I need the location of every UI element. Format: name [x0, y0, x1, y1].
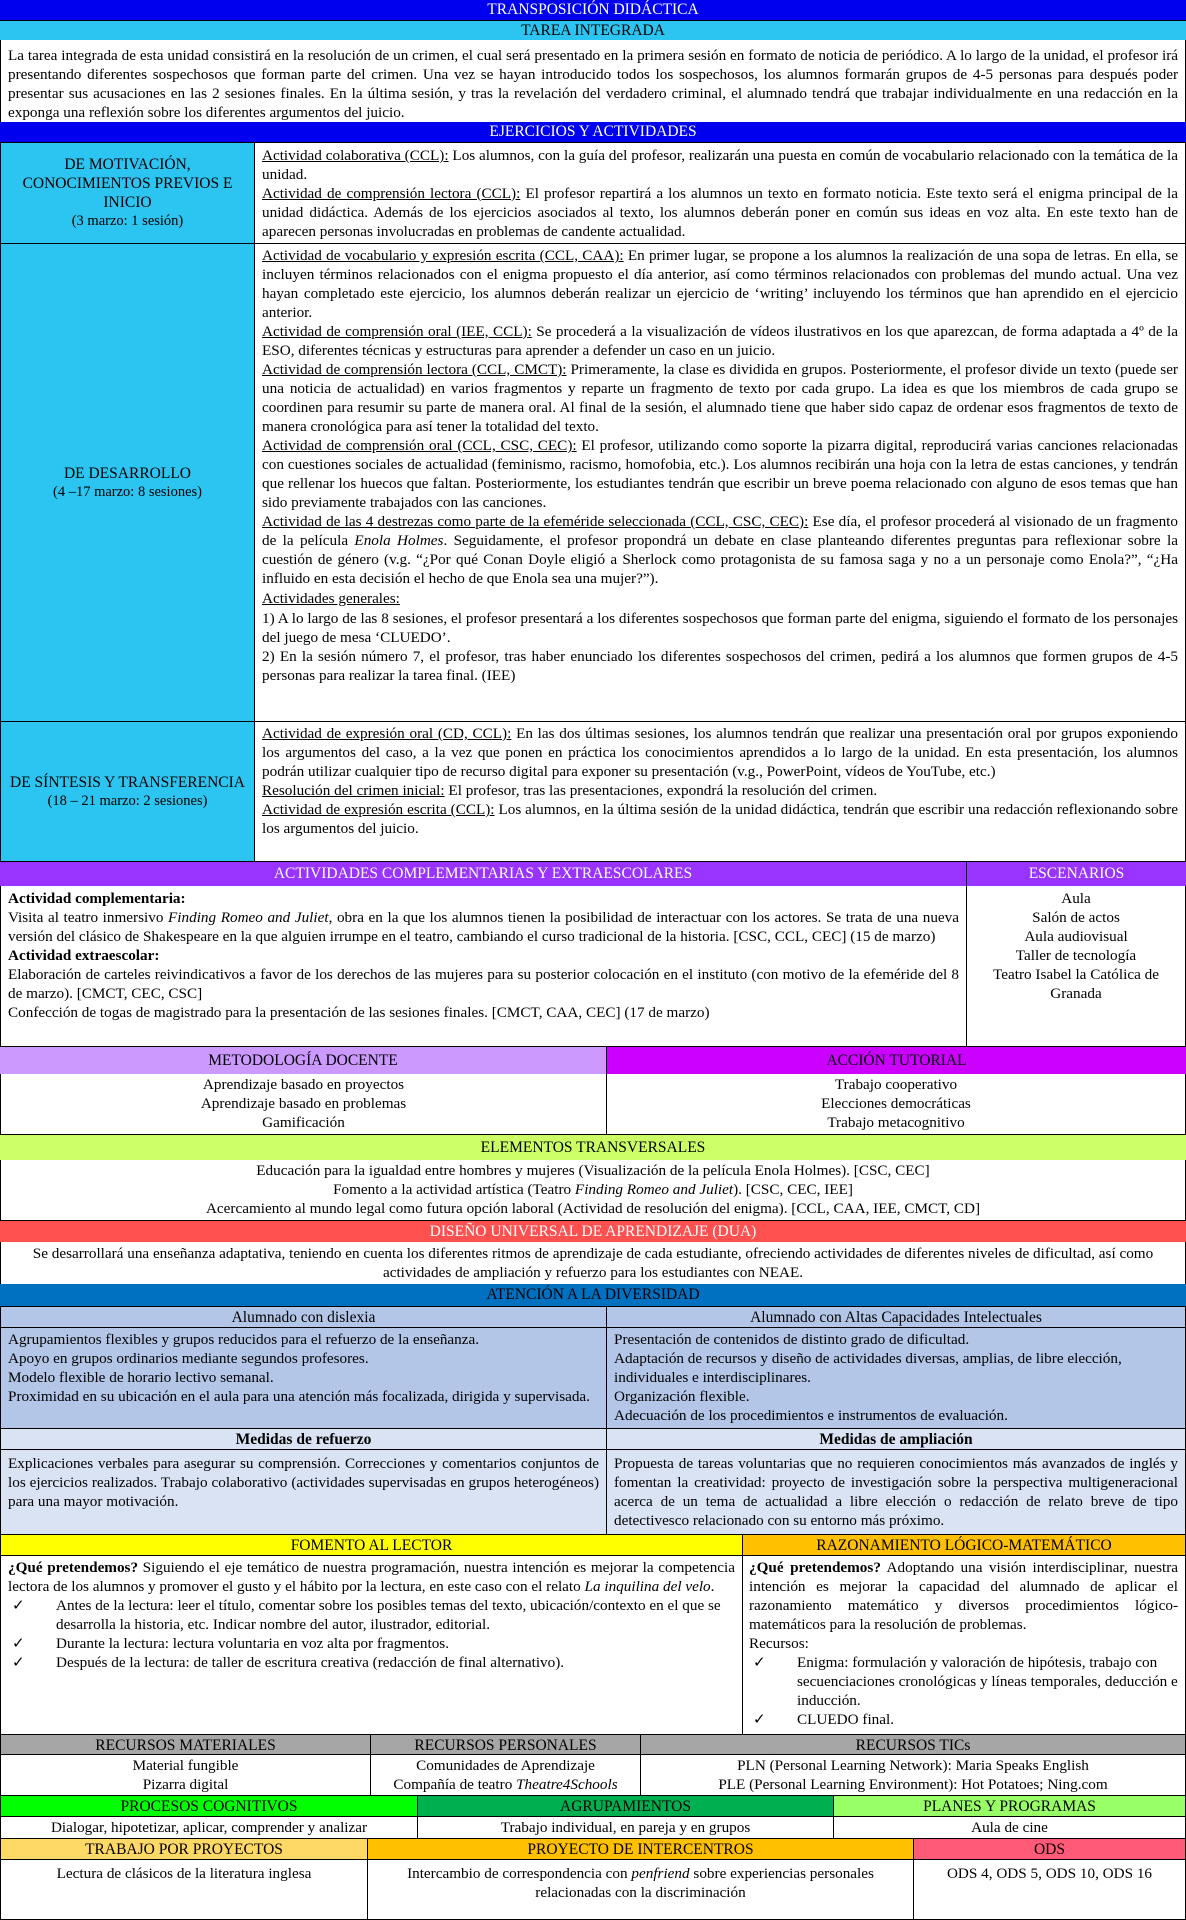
checkmark-icon: ✓	[753, 1654, 766, 1671]
motivacion-dates: (3 marzo: 1 sesión)	[71, 213, 184, 229]
recurso-personal-item: Comunidades de Aprendizaje	[416, 1757, 595, 1774]
fomento-lector-header: FOMENTO AL LECTOR	[0, 1534, 743, 1556]
desarrollo-activity-text: Ese día, el profesor procederá al visionado de un fragmento de la película	[262, 513, 1178, 549]
transversal-text: Fomento a la actividad artística (Teatro	[333, 1181, 575, 1198]
refuerzo-title: Medidas de refuerzo	[235, 1431, 372, 1448]
desarrollo-activity-text: Se procederá a la visualización de vídeos ilustrativos en los que aparezcan, de forma adaptada a 4º de la ESO, diferentes técnicas y estructuras para aprender a defender un caso en un juicio.	[262, 323, 1178, 359]
escenario-item: Aula	[1061, 890, 1091, 907]
procesos-cognitivos-header: PROCESOS COGNITIVOS	[0, 1795, 418, 1817]
sintesis-activity-text: En las dos últimas sesiones, los alumnos tendrán que realizar una presentación oral por grupos exponiendo los argumentos del caso, a la vez que ponen en práctica los conocimientos aprendidos a lo largo de la unidad. En esta presentación, los alumnos podrán utilizar cualquier tipo de recurso digital para exponer su presentación (v.g., PowerPoint, vídeos de YouTube, etc.)	[262, 725, 1178, 780]
sintesis-activity-text: Los alumnos, en la última sesión de la unidad didáctica, tendrán que escribir una redacción reflexionando sobre los argumentos del juicio.	[262, 801, 1178, 837]
logico-recursos-label: Recursos:	[749, 1635, 809, 1652]
recurso-material-item: Material fungible	[132, 1757, 239, 1774]
extraescolar-title: Actividad extraescolar:	[8, 947, 160, 964]
escenarios-list	[966, 886, 1186, 1046]
dislexia-header: Alumnado con dislexia	[0, 1306, 607, 1328]
desarrollo-activity-title: Actividad de vocabulario y expresión escrita (CCL, CAA):	[262, 247, 624, 264]
motivacion-activity-text: El profesor repartirá a los alumnos un texto en formato noticia. Este texto será el enigma principal de la unidad didáctica. Además de los ejercicios asociados al texto, los alumnos deberán poner en común sus ideas en voz alta. En este texto han de aparecen personas involucradas en problemas de candente actualidad.	[262, 185, 1178, 240]
planes-programas-header: PLANES Y PROGRAMAS	[833, 1795, 1186, 1817]
page-title: TRANSPOSICIÓN DIDÁCTICA	[0, 0, 1186, 20]
procesos-cognitivos-text: Dialogar, hipotetizar, aplicar, comprender y analizar	[0, 1816, 418, 1839]
intercentros-text: sobre experiencias personales relacionadas con la discriminación	[535, 1865, 874, 1901]
logico-check-text: Enigma: formulación y valoración de hipótesis, trabajo con secuenciaciones cronológicas y líneas temporales, deducción e inducción.	[797, 1654, 1178, 1709]
desarrollo-activity-text: En primer lugar, se propone a los alumnos la realización de una sopa de letras. En ella, se incluyen términos relacionados con el enigma propuesto el día anterior, así como términos relacionados con problemas del mundo actual. Una vez hayan completado este ejercicio, los alumnos deberán realizar un ejercicio de ‘writing’ incluyendo los términos que han aprendido en el ejercicio anterior.	[262, 247, 1178, 321]
escenarios-header: ESCENARIOS	[966, 862, 1186, 886]
desarrollo-activity-title: Actividad de comprensión oral (CCL, CSC, CEC):	[262, 437, 577, 454]
transversal-text: ). [CSC, CEC, IEE]	[733, 1181, 853, 1198]
escenario-item: Aula audiovisual	[1024, 928, 1128, 945]
complementarias-content	[0, 886, 966, 1046]
motivacion-activity-text: Los alumnos, con la guía del profesor, realizarán una puesta en común de vocabulario relacionado con la temática de la unidad.	[262, 147, 1178, 183]
desarrollo-label-cell	[0, 243, 255, 722]
desarrollo-dates: (4 –17 marzo: 8 sesiones)	[53, 483, 202, 500]
general-activity-2: 2) En la sesión número 7, el profesor, tras haber enunciado los diferentes sospechosos del crimen, pedirá a los alumnos que formen grupos de 4-5 personas para realizar la tarea final. (IEE)	[262, 648, 1178, 684]
tutorial-list	[606, 1074, 1186, 1134]
dislexia-item: Agrupamientos flexibles y grupos reducidos para el refuerzo de la enseñanza.	[8, 1331, 480, 1348]
sintesis-label-cell	[0, 721, 255, 862]
general-activity-1: 1) A lo largo de las 8 sesiones, el profesor presentará a los diferentes sospechosos que forman parte del enigma, siguiendo el formato de los personajes del juego de mesa ‘CLUEDO’.	[262, 610, 1178, 646]
transversales-header: ELEMENTOS TRANSVERSALES	[0, 1134, 1186, 1160]
dislexia-item: Proximidad en su ubicación en el aula para una atención más focalizada, dirigida y supervisada.	[8, 1388, 590, 1405]
checkmark-icon: ✓	[12, 1635, 25, 1652]
trabajo-proyectos-text: Lectura de clásicos de la literatura inglesa	[0, 1859, 368, 1920]
recursos-tics-header: RECURSOS TICs	[640, 1734, 1186, 1755]
escenario-item: Salón de actos	[1032, 909, 1120, 926]
lector-check-item	[8, 1634, 735, 1653]
theatre-company-name: Theatre4Schools	[516, 1776, 618, 1793]
motivacion-label: DE MOTIVACIÓN, CONOCIMIENTOS PREVIOS E INICIO	[22, 156, 233, 211]
agrupamientos-header: AGRUPAMIENTOS	[417, 1795, 834, 1817]
lector-text: .	[710, 1578, 715, 1595]
tutorial-item: Trabajo cooperativo	[834, 1076, 958, 1093]
desarrollo-activity-text: El profesor, utilizando como soporte la pizarra digital, reproducirá varias canciones relacionadas con cuestiones sociales de actualidad (feminismo, racismo, homofobia, etc.). Los alumnos recibirán una hoja con la letra de estas canciones, y tendrán que rellenar los huecos que faltan. Posteriormente, los estudiantes tendrán que escribir un breve poema relacionado con alguno de esos temas que han sido previamente trabajados con las canciones.	[262, 437, 1178, 511]
complementaria-text: Visita al teatro inmersivo	[8, 909, 169, 926]
motivacion-activity-title: Actividad de comprensión lectora (CCL):	[262, 185, 521, 202]
motivacion-content	[254, 142, 1186, 244]
intercentros-header: PROYECTO DE INTERCENTROS	[367, 1838, 914, 1860]
play-title: Finding Romeo and Juliet	[574, 1181, 734, 1198]
escenario-item: Taller de tecnología	[1015, 947, 1137, 964]
ejercicios-header: EJERCICIOS Y ACTIVIDADES	[0, 122, 1186, 142]
book-title: La inquilina del velo	[584, 1578, 711, 1595]
lector-check-text: Antes de la lectura: leer el título, comentar sobre los posibles temas del texto, ubicación/contexto en el que se desarrolla la historia, etc. Indicar nombre del autor, ilustrador, editorial.	[56, 1597, 721, 1633]
altas-capacidades-list	[606, 1327, 1186, 1429]
complementaria-title: Actividad complementaria:	[8, 890, 186, 907]
desarrollo-activity-text: . Seguidamente, el profesor propondrá un debate en clase planteando diferentes preguntas para reflexionar sobre la cuestión de género (v.g. “¿Por qué Conan Doyle eligió a Sherlock como protagonista de su famosa saga y no a un personaje como Enola?”, “¿Ha influido en esta decisión el hecho de que Enola sea una mujer?”).	[262, 532, 1178, 587]
refuerzo-text: Explicaciones verbales para asegurar su comprensión. Correcciones y comentarios conjuntos de los ejercicios realizados. Trabajo colaborativo (actividades supervisadas en grupos heterogéneos) para una mayor motivación.	[0, 1449, 607, 1535]
logico-question: ¿Qué pretendemos?	[749, 1559, 881, 1576]
lector-check-text: Después de la lectura: de taller de escritura creativa (redacción de final alternativo).	[56, 1654, 565, 1671]
complementaria-text: , obra en la que los alumnos tienen la posibilidad de interactuar con los actores. Se trata de una nueva versión del clásico de Shakespeare en la que alguien irrumpe en el teatro, cambiando el curso tradicional de la historia. [CSC, CCL, CEC] (15 de marzo)	[8, 909, 960, 945]
sintesis-content	[254, 721, 1186, 862]
lector-check-text: Durante la lectura: lectura voluntaria en voz alta por fragmentos.	[56, 1635, 450, 1652]
altas-item: Presentación de contenidos de distinto grado de dificultad.	[614, 1331, 970, 1348]
trabajo-proyectos-header: TRABAJO POR PROYECTOS	[0, 1838, 368, 1860]
sintesis-activity-title: Actividad de expresión oral (CD, CCL):	[262, 725, 512, 742]
tutorial-header: ACCIÓN TUTORIAL	[606, 1046, 1186, 1074]
recursos-materiales-header: RECURSOS MATERIALES	[0, 1734, 371, 1755]
altas-item: Adecuación de los procedimientos e instrumentos de evaluación.	[614, 1407, 1008, 1424]
tutorial-item: Elecciones democráticas	[821, 1095, 971, 1112]
agrupamientos-text: Trabajo individual, en pareja y en grupos	[417, 1816, 834, 1839]
extraescolar-item: Elaboración de carteles reivindicativos a favor de los derechos de las mujeres para su posterior colocación en el instituto (con motivo de la efeméride del 8 de marzo). [CMCT, CEC, CSC]	[8, 966, 959, 1002]
motivacion-activity-title: Actividad colaborativa (CCL):	[262, 147, 449, 164]
recurso-personal-text: Compañía de teatro	[393, 1776, 517, 1793]
sintesis-activity-title: Actividad de expresión escrita (CCL):	[262, 801, 495, 818]
dislexia-list	[0, 1327, 607, 1429]
checkmark-icon: ✓	[12, 1654, 25, 1671]
desarrollo-label: DE DESARROLLO	[63, 464, 191, 482]
ampliacion-title: Medidas de ampliación	[819, 1431, 973, 1448]
tarea-integrada-text: La tarea integrada de esta unidad consistirá en la resolución de un crimen, el cual será presentado en la primera sesión en formato de noticia de periódico. A lo largo de la unidad, el profesor irá presentando diferentes sospechosos que forman parte del crimen. Una vez se hayan introducido todos los sospechosos, los alumnos formarán grupos de 4-5 personas para después poder presentar sus acusaciones en las 2 sesiones finales. En la última sesión, y tras la revelación del verdadero criminal, el alumnado tendrá que trabajar individualmente en una redacción en la exponga una reflexión sobre los diferentes argumentos del juicio.	[0, 40, 1186, 122]
lector-check-item	[8, 1653, 735, 1672]
recursos-personales-list	[370, 1754, 641, 1796]
intercentros-text: Intercambio de correspondencia con	[407, 1865, 632, 1882]
sintesis-activity-title: Resolución del crimen inicial:	[262, 782, 445, 799]
ampliacion-header	[606, 1428, 1186, 1450]
dua-header: DISEÑO UNIVERSAL DE APRENDIZAJE (DUA)	[0, 1220, 1186, 1242]
desarrollo-activity-title: Actividad de comprensión lectora (CCL, CMCT):	[262, 361, 567, 378]
sintesis-dates: (18 – 21 marzo: 2 sesiones)	[47, 792, 208, 809]
metodologia-header: METODOLOGÍA DOCENTE	[0, 1046, 606, 1074]
ods-header: ODS	[913, 1838, 1186, 1860]
altas-item: Organización flexible.	[614, 1388, 750, 1405]
desarrollo-content	[254, 243, 1186, 722]
ampliacion-text: Propuesta de tareas voluntarias que no requieren conocimientos más avanzados de inglés y fomentan la creatividad: proyecto de investigación sobre la perspectiva multigeneracional acerca de un tema de actualidad a libre elección o redacción de relato breve de tipo detectivesco relacionado con su entorno más próximo.	[606, 1449, 1186, 1535]
actividades-generales-title: Actividades generales:	[262, 590, 400, 607]
logico-check-item	[749, 1710, 1178, 1729]
film-title: Enola Holmes	[354, 532, 444, 549]
razonamiento-content	[742, 1556, 1186, 1734]
metodologia-item: Gamificación	[262, 1114, 345, 1131]
lector-check-item	[8, 1596, 735, 1634]
transversal-item: Educación para la igualdad entre hombres y mujeres (Visualización de la película Enola Holmes). [CSC, CEC]	[256, 1162, 930, 1179]
altas-capacidades-header: Alumnado con Altas Capacidades Intelectuales	[606, 1306, 1186, 1328]
altas-item: Adaptación de recursos y diseño de actividades diversas, amplias, de libre elección, individuales e interdisciplinares.	[614, 1350, 1122, 1386]
logico-check-item	[749, 1653, 1178, 1710]
checkmark-icon: ✓	[753, 1711, 766, 1728]
penfriend-term: penfriend	[631, 1865, 690, 1882]
transversal-item	[1, 1180, 1185, 1199]
desarrollo-activity-title: Actividad de comprensión oral (IEE, CCL):	[262, 323, 532, 340]
play-title: Finding Romeo and Juliet	[168, 909, 329, 926]
recursos-materiales-list	[0, 1754, 371, 1796]
dislexia-item: Apoyo en grupos ordinarios mediante segundos profesores.	[8, 1350, 369, 1367]
lector-question: ¿Qué pretendemos?	[8, 1559, 139, 1576]
dislexia-item: Modelo flexible de horario lectivo semanal.	[8, 1369, 274, 1386]
recurso-material-item: Pizarra digital	[142, 1776, 229, 1793]
transversales-content	[0, 1160, 1186, 1220]
tutorial-item: Trabajo metacognitivo	[827, 1114, 965, 1131]
motivacion-label-cell	[0, 142, 255, 244]
escenario-item: Teatro Isabel la Católica de Granada	[993, 966, 1159, 1002]
logico-check-text: CLUEDO final.	[797, 1711, 895, 1728]
ods-text: ODS 4, ODS 5, ODS 10, ODS 16	[913, 1859, 1186, 1920]
recurso-tic-item: PLE (Personal Learning Environment): Hot Potatoes; Ning.com	[718, 1776, 1108, 1793]
fomento-lector-content	[0, 1556, 743, 1734]
tarea-integrada-header: TAREA INTEGRADA	[0, 20, 1186, 40]
sintesis-label: DE SÍNTESIS Y TRANSFERENCIA	[10, 773, 245, 791]
intercentros-content	[367, 1859, 914, 1920]
complementarias-header: ACTIVIDADES COMPLEMENTARIAS Y EXTRAESCOLARES	[0, 862, 966, 886]
recurso-personal-item	[371, 1775, 640, 1794]
recursos-tics-list	[640, 1754, 1186, 1796]
desarrollo-activity-title: Actividad de las 4 destrezas como parte de la efeméride seleccionada (CCL, CSC, CEC):	[262, 513, 809, 530]
lector-text: Siguiendo el eje temático de nuestra programación, nuestra intención es mejorar la competencia lectora de los alumnos y promover el gusto y el hábito por la lectura, en este caso con el relato	[8, 1559, 735, 1595]
logico-text: Adoptando una visión interdisciplinar, nuestra intención es mejorar la capacidad del alumnado de aplicar el razonamiento matemático y diversos procedimientos lógico-matemáticos para la resolución de problemas.	[749, 1559, 1179, 1633]
refuerzo-header	[0, 1428, 607, 1450]
metodologia-list	[0, 1074, 606, 1134]
metodologia-item: Aprendizaje basado en proyectos	[202, 1076, 405, 1093]
recursos-personales-header: RECURSOS PERSONALES	[370, 1734, 641, 1755]
desarrollo-activity-text: Primeramente, la clase es dividida en grupos. Posteriormente, el profesor divide un texto (puede ser una noticia de actualidad) en varios fragmentos y reparte un fragmento de texto por cada grupo. La idea es que los miembros de cada grupo se coordinen para resumir su parte de manera oral. Al final de la sesión, el alumnado tiene que haber sido capaz de ordenar esos fragmentos de texto de manera cronológica para así tener la totalidad del texto.	[262, 361, 1178, 435]
diversidad-header: ATENCIÓN A LA DIVERSIDAD	[0, 1284, 1186, 1306]
dua-text: Se desarrollará una enseñanza adaptativa, teniendo en cuenta los diferentes ritmos de aprendizaje de cada estudiante, ofreciendo actividades de diferentes niveles de dificultad, así como actividades de ampliación y refuerzo para los estudiantes con NEAE.	[0, 1242, 1186, 1284]
extraescolar-item: Confección de togas de magistrado para la presentación de las sesiones finales. [CMCT, CAA, CEC] (17 de marzo)	[8, 1004, 710, 1021]
checkmark-icon: ✓	[12, 1597, 25, 1614]
planes-programas-text: Aula de cine	[833, 1816, 1186, 1839]
transversal-item: Acercamiento al mundo legal como futura opción laboral (Actividad de resolución del enigma). [CCL, CAA, IEE, CMCT, CD]	[205, 1200, 981, 1217]
sintesis-activity-text: El profesor, tras las presentaciones, expondrá la resolución del crimen.	[444, 782, 878, 799]
metodologia-item: Aprendizaje basado en problemas	[200, 1095, 407, 1112]
recurso-tic-item: PLN (Personal Learning Network): Maria Speaks English	[737, 1757, 1089, 1774]
razonamiento-header: RAZONAMIENTO LÓGICO-MATEMÁTICO	[742, 1534, 1186, 1556]
